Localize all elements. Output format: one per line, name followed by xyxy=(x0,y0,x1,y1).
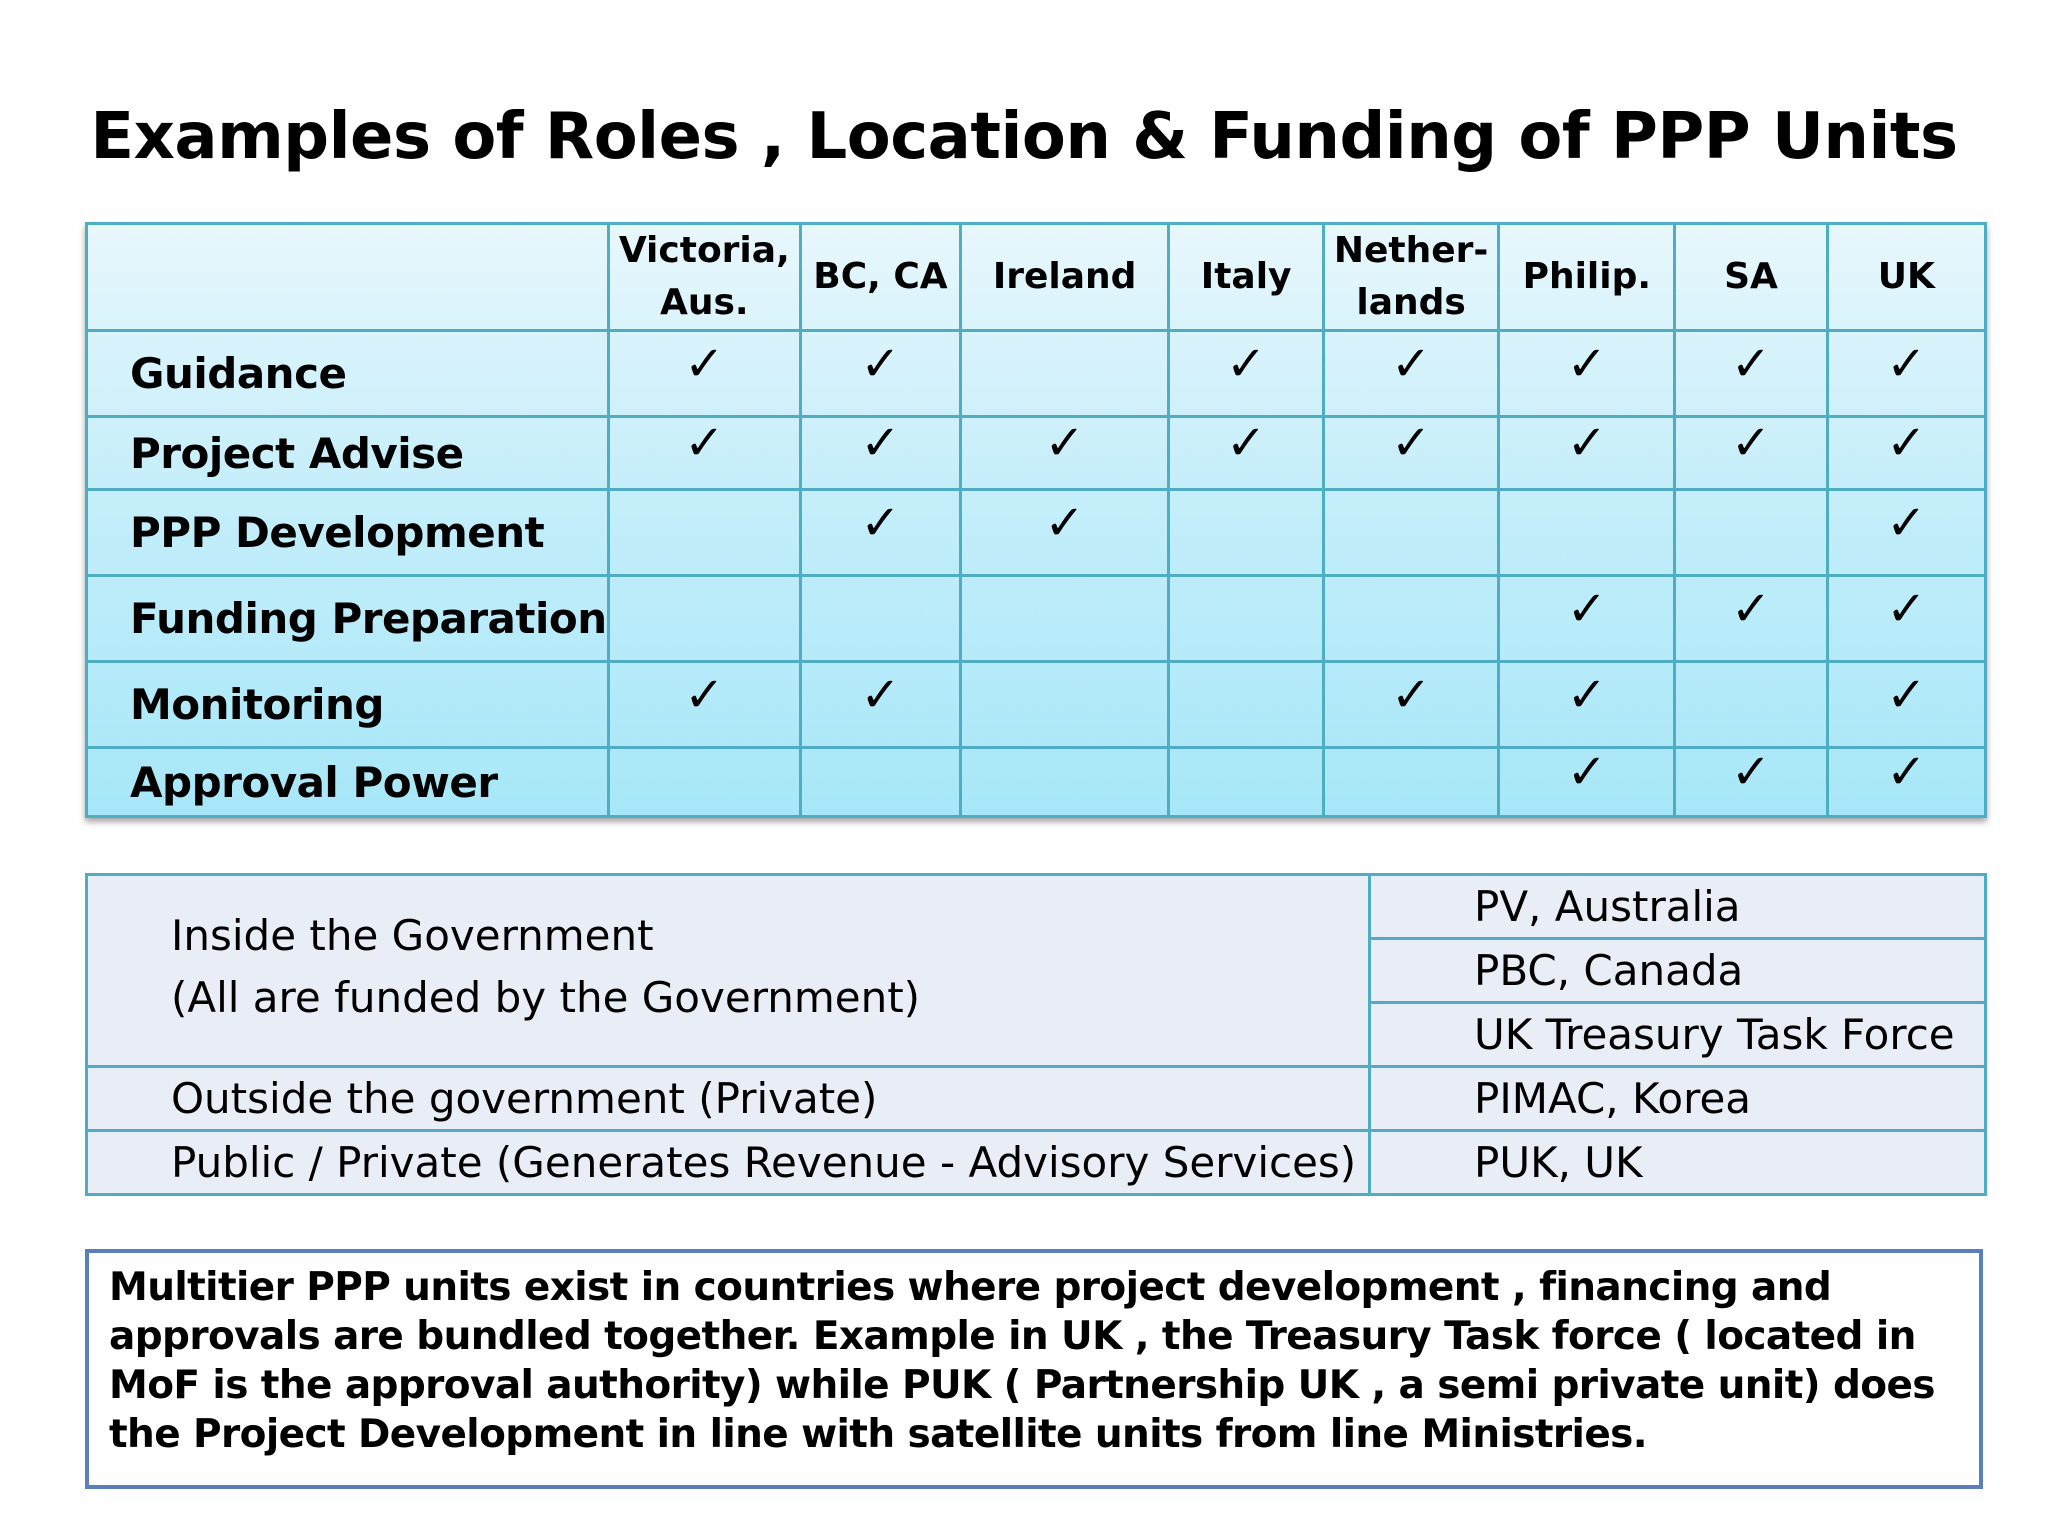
role-row xyxy=(87,490,1986,576)
check-cell xyxy=(1169,417,1324,490)
check-cell xyxy=(800,331,960,417)
column-header xyxy=(1675,224,1827,331)
check-cell xyxy=(800,662,960,748)
empty-cell xyxy=(1499,490,1675,576)
role-label: Monitoring xyxy=(87,662,609,748)
checkmark-icon: ✓ xyxy=(1044,494,1085,551)
role-row xyxy=(87,662,1986,748)
check-cell xyxy=(1499,417,1675,490)
check-cell xyxy=(1675,331,1827,417)
checkmark-icon: ✓ xyxy=(1391,666,1432,723)
unit-name: PIMAC, Korea xyxy=(1370,1067,1986,1131)
column-header xyxy=(1323,224,1498,331)
checkmark-icon: ✓ xyxy=(1566,335,1607,392)
check-cell xyxy=(1323,417,1498,490)
check-cell xyxy=(1827,417,1985,490)
checkmark-icon: ✓ xyxy=(1730,335,1772,392)
check-cell xyxy=(960,417,1168,490)
role-label: PPP Development xyxy=(87,490,609,576)
empty-cell xyxy=(800,576,960,662)
column-header-line: Victoria, xyxy=(618,230,790,271)
unit-name: PUK, UK xyxy=(1370,1131,1986,1195)
column-header-line: Nether- xyxy=(1333,230,1489,271)
column-header-line: Ireland xyxy=(992,256,1137,297)
check-cell xyxy=(1499,331,1675,417)
checkmark-icon: ✓ xyxy=(1886,415,1927,471)
checkmark-icon: ✓ xyxy=(860,666,901,723)
empty-cell xyxy=(1675,490,1827,576)
check-cell xyxy=(1499,744,1675,817)
check-cell xyxy=(800,490,960,576)
note-box xyxy=(85,1249,1983,1489)
note-line: the Project Development in line with satellite units from line Ministries. xyxy=(109,1412,1647,1457)
check-cell xyxy=(1675,417,1827,490)
location-category-outside: Outside the government (Private) xyxy=(87,1067,1370,1131)
unit-name: UK Treasury Task Force xyxy=(1370,1003,1986,1067)
checkmark-icon: ✓ xyxy=(1886,744,1927,800)
empty-cell xyxy=(1169,490,1324,576)
roles-header-row xyxy=(87,224,1986,331)
check-cell xyxy=(1169,331,1324,417)
checkmark-icon: ✓ xyxy=(1730,580,1772,637)
empty-cell xyxy=(1675,662,1827,748)
checkmark-icon: ✓ xyxy=(1226,415,1267,471)
empty-cell xyxy=(608,748,800,817)
location-row-outside xyxy=(87,1067,1986,1131)
column-header xyxy=(1169,224,1324,331)
checkmark-icon: ✓ xyxy=(1566,744,1607,800)
checkmark-icon: ✓ xyxy=(1886,666,1927,723)
checkmark-icon: ✓ xyxy=(1391,415,1432,471)
empty-cell xyxy=(1323,748,1498,817)
role-label: Project Advise xyxy=(87,417,609,490)
column-header xyxy=(960,224,1168,331)
check-cell xyxy=(1827,744,1985,817)
location-row-public-private xyxy=(87,1131,1986,1195)
roles-table xyxy=(85,222,1987,818)
column-header-line: Philip. xyxy=(1522,256,1652,297)
check-cell xyxy=(1323,662,1498,748)
check-cell xyxy=(1827,662,1985,748)
check-cell xyxy=(608,331,800,417)
unit-name: PBC, Canada xyxy=(1370,939,1986,1003)
column-header-line: UK xyxy=(1877,256,1935,297)
column-header xyxy=(1499,224,1675,331)
check-cell xyxy=(1675,744,1827,817)
column-header-line: SA xyxy=(1724,256,1778,297)
checkmark-icon: ✓ xyxy=(1566,415,1607,471)
empty-cell xyxy=(1169,748,1324,817)
column-header-line: BC, CA xyxy=(813,256,948,297)
note-line: Multitier PPP units exist in countries where project development , financing and xyxy=(109,1265,1832,1310)
note-line: approvals are bundled together. Example in UK , the Treasury Task force ( located in xyxy=(109,1314,1916,1359)
column-header xyxy=(800,224,960,331)
checkmark-icon: ✓ xyxy=(1566,580,1607,637)
checkmark-icon: ✓ xyxy=(1886,335,1927,392)
checkmark-icon: ✓ xyxy=(860,335,901,392)
column-header-line: lands xyxy=(1356,282,1466,323)
category-line: (All are funded by the Government) xyxy=(171,972,921,1022)
location-category-inside xyxy=(87,875,1370,1067)
check-cell xyxy=(1675,576,1827,662)
check-cell xyxy=(1499,576,1675,662)
checkmark-icon: ✓ xyxy=(1226,335,1267,392)
empty-cell xyxy=(960,748,1168,817)
slide-title: Examples of Roles , Location & Funding of PPP Units xyxy=(90,100,1958,174)
checkmark-icon: ✓ xyxy=(1044,415,1085,471)
check-cell xyxy=(960,490,1168,576)
empty-cell xyxy=(960,662,1168,748)
role-label: Approval Power xyxy=(87,748,609,817)
checkmark-icon: ✓ xyxy=(1730,744,1772,800)
empty-cell xyxy=(1169,576,1324,662)
column-header xyxy=(608,224,800,331)
role-row xyxy=(87,331,1986,417)
checkmark-icon: ✓ xyxy=(1886,580,1927,637)
empty-cell xyxy=(1323,490,1498,576)
column-header-line: Aus. xyxy=(660,282,749,323)
role-row xyxy=(87,417,1986,490)
roles-corner-cell xyxy=(87,224,609,331)
checkmark-icon: ✓ xyxy=(860,415,901,471)
check-cell xyxy=(1827,490,1985,576)
check-cell xyxy=(1323,331,1498,417)
empty-cell xyxy=(960,331,1168,417)
checkmark-icon: ✓ xyxy=(860,494,901,551)
check-cell xyxy=(1827,331,1985,417)
empty-cell xyxy=(960,576,1168,662)
role-label: Guidance xyxy=(87,331,609,417)
checkmark-icon: ✓ xyxy=(684,415,725,471)
checkmark-icon: ✓ xyxy=(684,335,725,392)
category-line: Inside the Government xyxy=(171,910,654,960)
role-row xyxy=(87,748,1986,817)
empty-cell xyxy=(800,748,960,817)
check-cell xyxy=(608,662,800,748)
check-cell xyxy=(800,417,960,490)
location-row-inside xyxy=(87,875,1986,939)
location-category-public-private: Public / Private (Generates Revenue - Advisory Services) xyxy=(87,1131,1370,1195)
location-table xyxy=(85,873,1987,1196)
role-row xyxy=(87,576,1986,662)
note-line: MoF is the approval authority) while PUK ( Partnership UK , a semi private unit) does xyxy=(109,1363,1935,1408)
check-cell xyxy=(1827,576,1985,662)
checkmark-icon: ✓ xyxy=(684,666,725,723)
checkmark-icon: ✓ xyxy=(1886,494,1927,551)
unit-name: PV, Australia xyxy=(1370,875,1986,939)
check-cell xyxy=(1499,662,1675,748)
empty-cell xyxy=(1323,576,1498,662)
empty-cell xyxy=(608,576,800,662)
column-header-line: Italy xyxy=(1200,256,1292,297)
check-cell xyxy=(608,417,800,490)
column-header xyxy=(1827,224,1985,331)
checkmark-icon: ✓ xyxy=(1730,415,1772,471)
role-label: Funding Preparation xyxy=(87,576,609,662)
checkmark-icon: ✓ xyxy=(1391,335,1432,392)
checkmark-icon: ✓ xyxy=(1566,666,1607,723)
empty-cell xyxy=(608,490,800,576)
empty-cell xyxy=(1169,662,1324,748)
